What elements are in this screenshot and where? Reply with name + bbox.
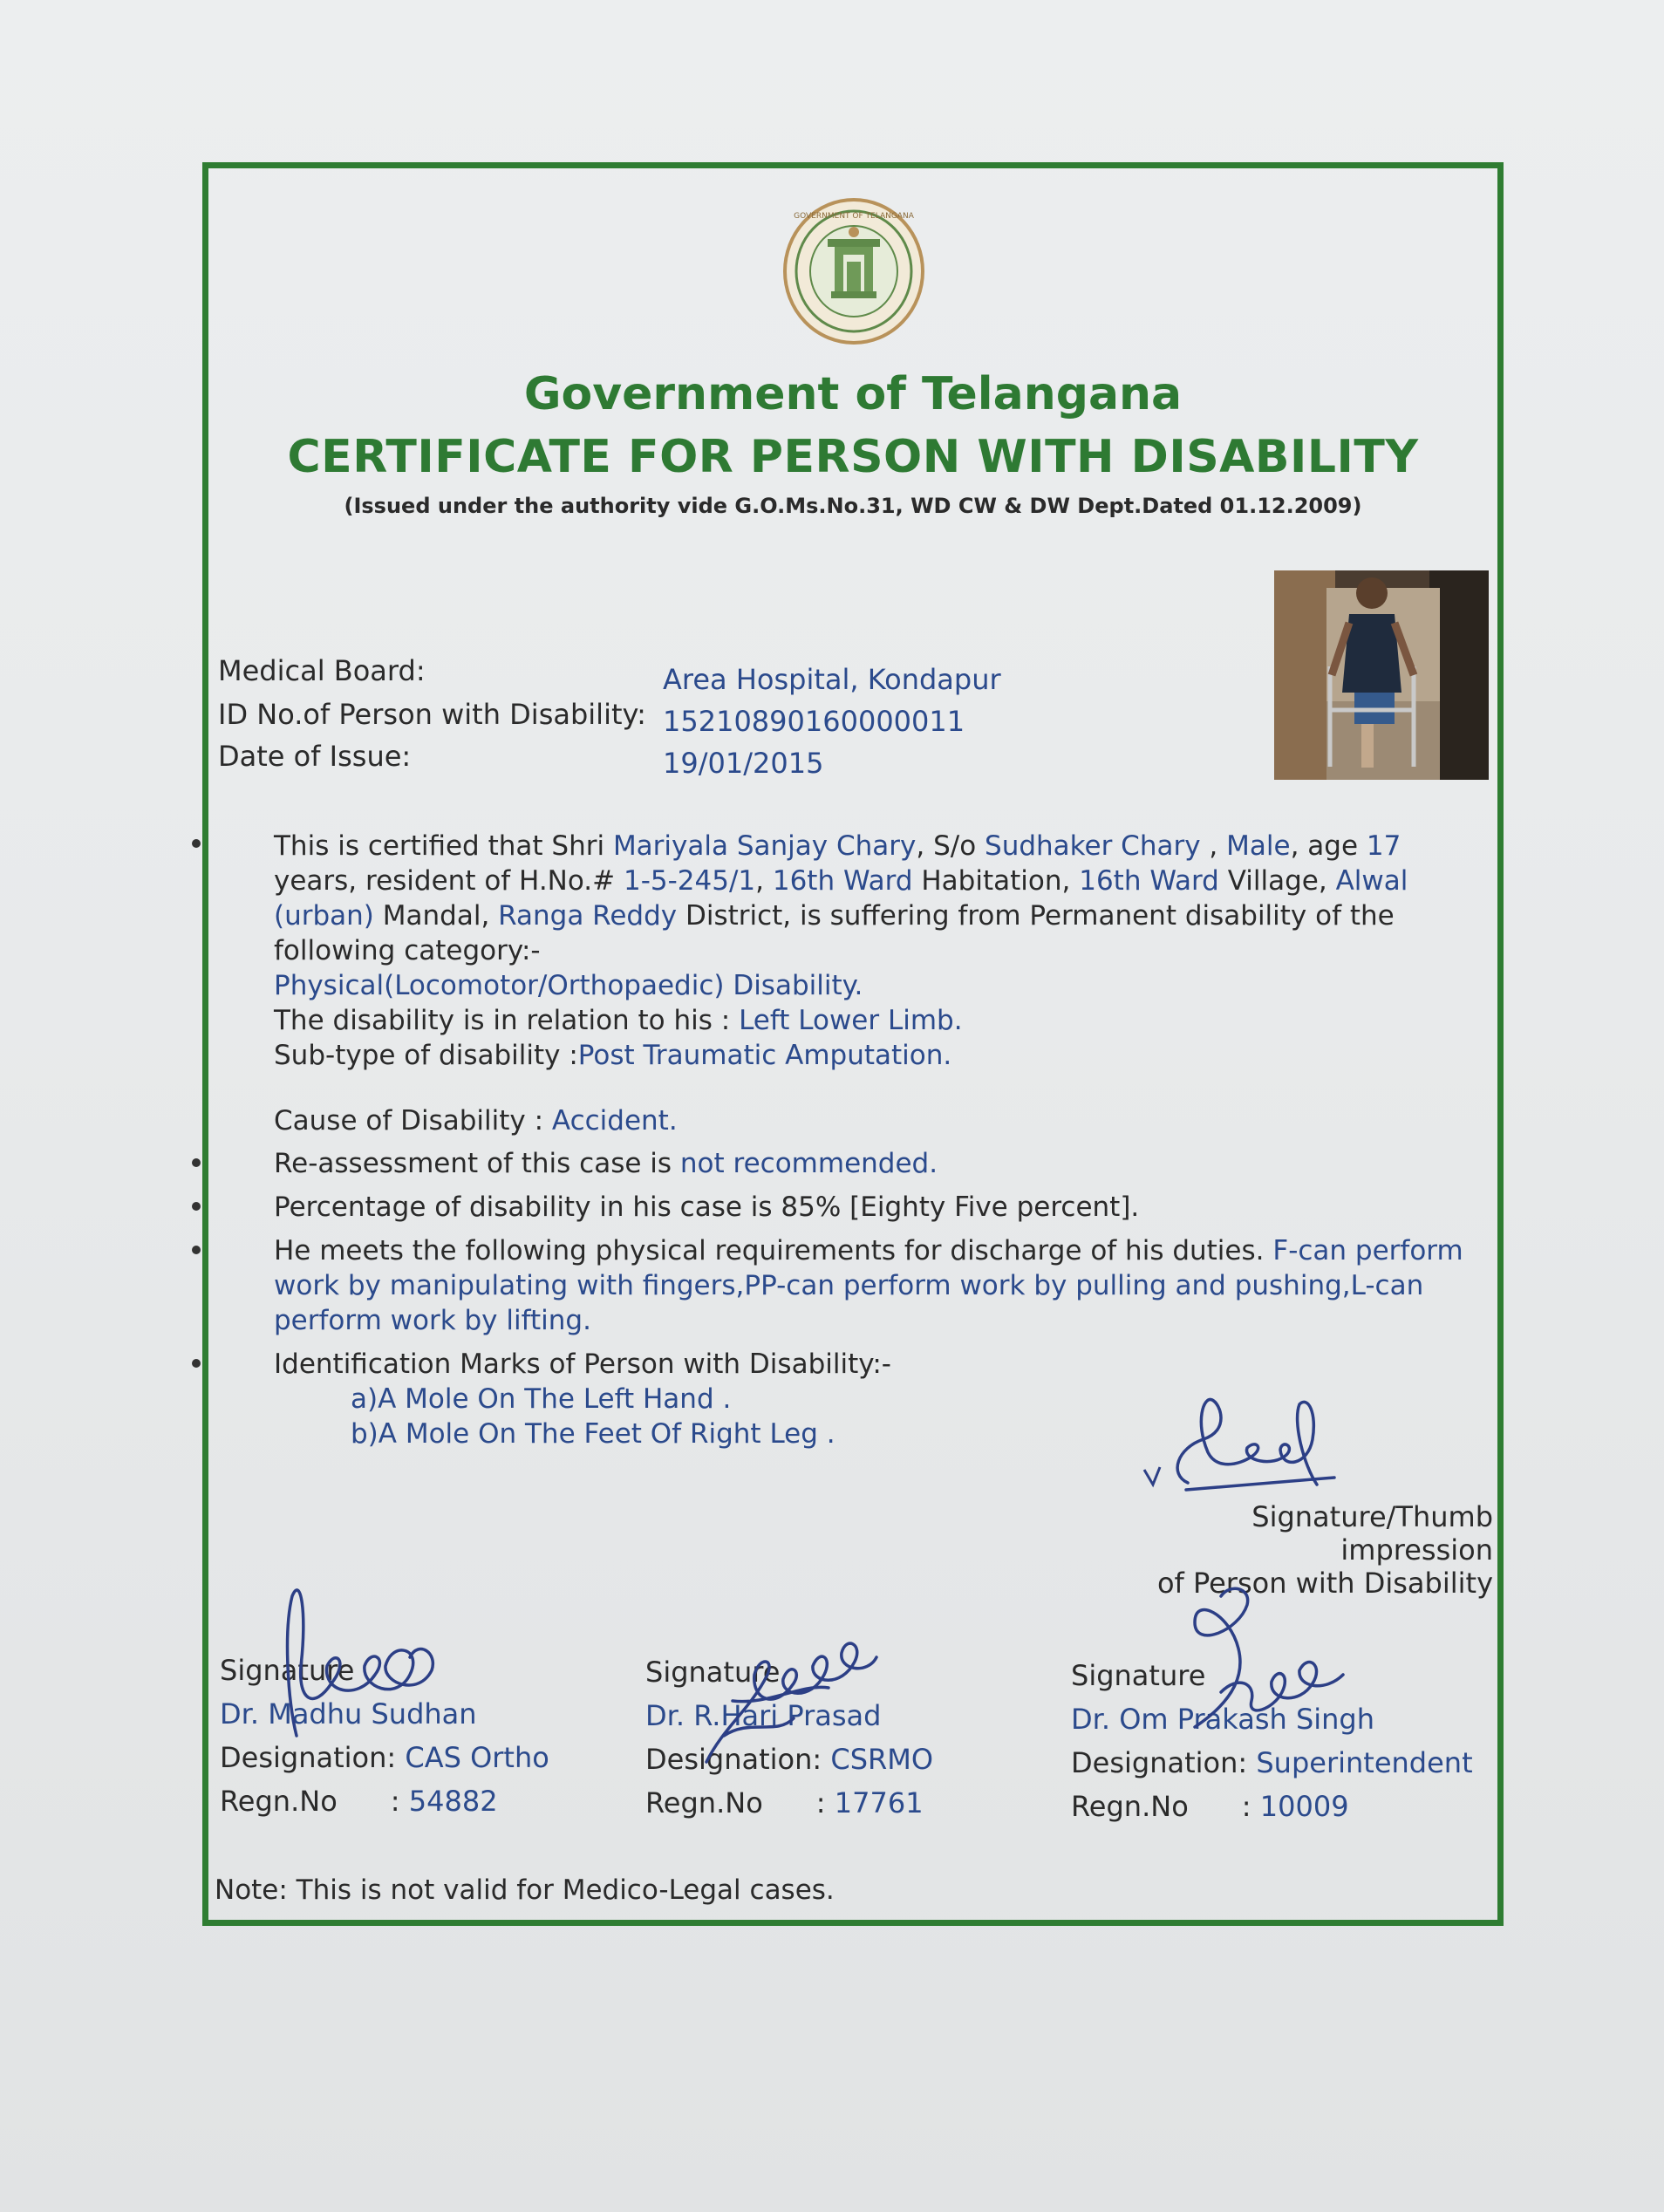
- percentage-label: Percentage of disability in his case is: [274, 1191, 781, 1223]
- telangana-emblem-icon: [782, 197, 925, 345]
- signatory-2-regn-label: Regn.No :: [645, 1786, 835, 1819]
- percentage-line: [274, 1190, 1486, 1225]
- signatory-3-signature-label: Signature: [1071, 1659, 1206, 1692]
- signatory-3-designation-label: Designation:: [1071, 1746, 1257, 1779]
- punch-mark: [192, 1158, 201, 1167]
- age-value: 17: [1366, 830, 1401, 862]
- signatory-2-name: Dr. R.Hari Prasad: [645, 1699, 882, 1732]
- punch-mark: [192, 839, 201, 848]
- person-signature-ink: [1134, 1387, 1361, 1509]
- cause-line: [274, 1103, 1486, 1138]
- cause-label: Cause of Disability :: [274, 1105, 552, 1137]
- marks-label: Identification Marks of Person with Disability:-: [274, 1348, 891, 1380]
- signatory-1-designation: CAS Ortho: [405, 1741, 549, 1774]
- subtype-value: Post Traumatic Amputation.: [577, 1040, 952, 1071]
- punch-mark: [192, 1246, 201, 1254]
- gender-value: Male: [1226, 830, 1291, 862]
- date-value: 19/01/2015: [663, 747, 824, 780]
- signatory-2-signature-ink: [672, 1622, 898, 1771]
- identification-mark-a: [351, 1382, 1563, 1417]
- cert-text: years, resident of H.No.#: [274, 865, 624, 897]
- medical-board-label: Medical Board:: [218, 654, 426, 687]
- signatory-3-signature-ink: [1169, 1579, 1361, 1744]
- signatory-3-designation: Superintendent: [1256, 1746, 1473, 1779]
- signatory-3-regn: 10009: [1259, 1790, 1349, 1823]
- habitation-value: 16th Ward: [772, 865, 913, 897]
- percentage-value: 85% [Eighty Five percent].: [781, 1191, 1140, 1223]
- signatory-1-regn-label: Regn.No :: [220, 1785, 409, 1818]
- reassessment-line: [274, 1146, 1486, 1181]
- cert-text: Village,: [1218, 865, 1336, 897]
- relation-value: Left Lower Limb.: [739, 1005, 963, 1036]
- certification-paragraph: [274, 829, 1486, 1073]
- signatory-1-signature-label: Signature: [220, 1654, 355, 1687]
- identification-marks: [274, 1347, 1486, 1382]
- district-value: Ranga Reddy: [498, 900, 678, 932]
- requirements-value: F-can perform work by manipulating with fingers,PP-can perform work by pulling and pushing,L-can perform work by lifting.: [274, 1235, 1463, 1336]
- signatory-1-name: Dr. Madhu Sudhan: [220, 1697, 477, 1731]
- signatory-1-regn: 54882: [408, 1785, 498, 1818]
- signatory-1-designation-label: Designation:: [220, 1741, 406, 1774]
- cert-text: ,: [1209, 830, 1227, 862]
- mandal-value: Alwal (urban): [274, 865, 1408, 932]
- cert-text: ,: [755, 865, 773, 897]
- cert-text: This is certified that Shri: [274, 830, 613, 862]
- cert-text: , age: [1290, 830, 1367, 862]
- validity-note: Note: This is not valid for Medico-Legal cases.: [215, 1874, 835, 1906]
- identification-mark-b: [351, 1417, 1563, 1451]
- punch-mark: [192, 1359, 201, 1368]
- signatory-2-designation-label: Designation:: [645, 1743, 831, 1776]
- signatory-2-designation: CSRMO: [830, 1743, 934, 1776]
- house-number: 1-5-245/1: [623, 865, 756, 897]
- signatory-2-signature-label: Signature: [645, 1656, 781, 1689]
- medical-board-value: Area Hospital, Kondapur: [663, 663, 1001, 696]
- disability-category: Physical(Locomotor/Orthopaedic) Disability.: [274, 970, 863, 1001]
- signatory-1-signature-ink: [253, 1579, 462, 1744]
- signatory-2-regn: 17761: [834, 1786, 924, 1819]
- signatory-3-name: Dr. Om Prakash Singh: [1071, 1703, 1375, 1736]
- subtype-label: Sub-type of disability :: [274, 1040, 578, 1071]
- person-name: Mariyala Sanjay Chary: [612, 830, 917, 862]
- requirements-paragraph: [274, 1233, 1486, 1338]
- father-name: Sudhaker Chary: [985, 830, 1210, 862]
- punch-mark: [192, 1202, 201, 1211]
- cause-value: Accident.: [551, 1105, 678, 1137]
- id-value: 15210890160000011: [663, 705, 965, 738]
- government-title: Government of Telangana: [523, 368, 1183, 420]
- person-signature-line1: Signature/Thumb impression: [1251, 1500, 1493, 1567]
- signatory-3-regn-label: Regn.No :: [1071, 1790, 1260, 1823]
- certificate-title: CERTIFICATE FOR PERSON WITH DISABILITY: [287, 431, 1419, 483]
- emblem-text: GOVERNMENT OF TELANGANA: [794, 212, 914, 221]
- mark-b-text: b)A Mole On The Feet Of Right Leg .: [351, 1418, 835, 1450]
- relation-label: The disability is in relation to his :: [274, 1005, 740, 1036]
- cert-text: Mandal,: [373, 900, 499, 932]
- reassess-value: not recommended.: [679, 1148, 938, 1179]
- reassess-label: Re-assessment of this case is: [274, 1148, 680, 1179]
- authority-subtitle: (Issued under the authority vide G.O.Ms.No.31, WD CW & DW Dept.Dated 01.12.2009): [344, 494, 1362, 518]
- cert-text: Habitation,: [912, 865, 1080, 897]
- cert-text: District, is suffering from Permanent disability of the following category:-: [274, 900, 1395, 966]
- date-label: Date of Issue:: [218, 740, 412, 773]
- mark-a-text: a)A Mole On The Left Hand .: [351, 1383, 732, 1415]
- village-value: 16th Ward: [1079, 865, 1219, 897]
- requirements-label: He meets the following physical requirements for discharge of his duties.: [274, 1235, 1273, 1266]
- person-signature-line2: of Person with Disability: [1156, 1567, 1493, 1600]
- person-photo: [1274, 570, 1489, 780]
- cert-text: , S/o: [916, 830, 985, 862]
- id-label: ID No.of Person with Disability:: [218, 698, 646, 731]
